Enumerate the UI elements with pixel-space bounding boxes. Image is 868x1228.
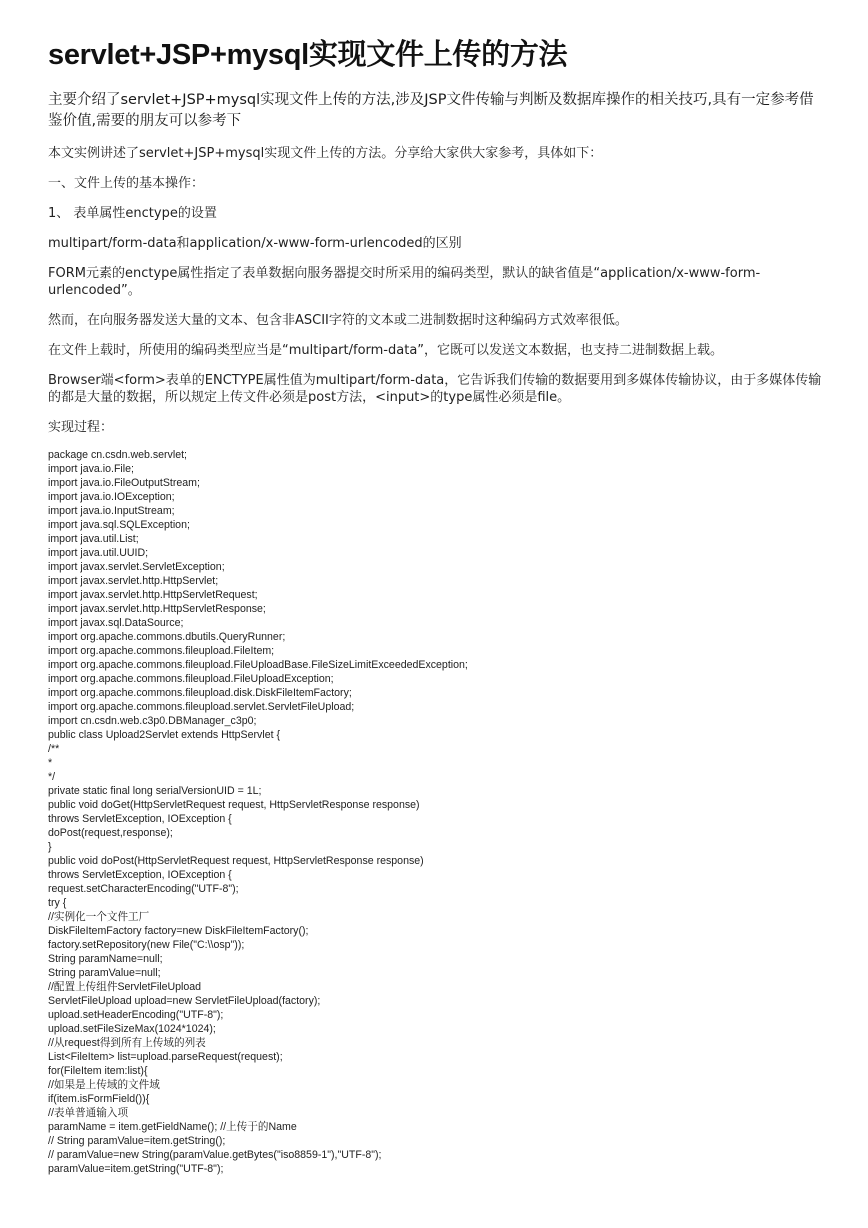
article-summary: 主要介绍了servlet+JSP+mysql实现文件上传的方法,涉及JSP文件传输与判断及数据库操作的相关技巧,具有一定参考借鉴价值,需要的朋友可以参考下 — [48, 92, 814, 129]
code-block — [48, 448, 824, 1176]
code-line: upload.setFileSizeMax(1024*1024); — [48, 1023, 216, 1035]
code-line: private static final long serialVersionUID = 1L; — [48, 785, 262, 797]
document-page — [48, 36, 824, 1176]
code-line: import org.apache.commons.fileupload.FileItem; — [48, 645, 275, 657]
paragraph: Browser端<form>表单的ENCTYPE属性值为multipart/form-data，它告诉我们传输的数据要用到多媒体传输协议，由于多媒体传输的都是大量的数据，所以规定上传文件必须是post方法，<input>的type属性必须是file。 — [48, 373, 822, 405]
code-line: try { — [48, 897, 67, 909]
code-line: import javax.sql.DataSource; — [48, 617, 184, 629]
code-line: public class Upload2Servlet extends HttpServlet { — [48, 729, 281, 741]
code-line: String paramName=null; — [48, 953, 163, 965]
code-line: import java.sql.SQLException; — [48, 519, 190, 531]
subsection-heading: 1、 表单属性enctype的设置 — [48, 206, 217, 221]
code-line: import org.apache.commons.fileupload.FileUploadBase.FileSizeLimitExceededException; — [48, 659, 468, 671]
code-line: public void doPost(HttpServletRequest request, HttpServletResponse response) — [48, 855, 424, 867]
code-line: //配置上传组件ServletFileUpload — [48, 981, 202, 993]
code-line: import java.io.InputStream; — [48, 505, 175, 517]
code-line: paramValue=item.getString("UTF-8"); — [48, 1163, 224, 1175]
code-line: DiskFileItemFactory factory=new DiskFileItemFactory(); — [48, 925, 309, 937]
paragraph: multipart/form-data和application/x-www-form-urlencoded的区别 — [48, 236, 462, 251]
code-line: import javax.servlet.http.HttpServlet; — [48, 575, 219, 587]
code-line: throws ServletException, IOException { — [48, 813, 232, 825]
code-line: import org.apache.commons.dbutils.QueryRunner; — [48, 631, 286, 643]
code-line: for(FileItem item:list){ — [48, 1065, 148, 1077]
code-line: request.setCharacterEncoding("UTF-8"); — [48, 883, 239, 895]
paragraph: 本文实例讲述了servlet+JSP+mysql实现文件上传的方法。分享给大家供大家参考，具体如下： — [48, 146, 603, 161]
paragraph: 在文件上载时，所使用的编码类型应当是“multipart/form-data”，它既可以发送文本数据，也支持二进制数据上载。 — [48, 343, 724, 358]
code-line: public void doGet(HttpServletRequest request, HttpServletResponse response) — [48, 799, 420, 811]
code-line: import javax.servlet.http.HttpServletRequest; — [48, 589, 258, 601]
code-line: import java.io.File; — [48, 463, 134, 475]
code-line: ServletFileUpload upload=new ServletFileUpload(factory); — [48, 995, 321, 1007]
paragraph: 然而，在向服务器发送大量的文本、包含非ASCII字符的文本或二进制数据时这种编码方式效率很低。 — [48, 313, 628, 328]
code-line: // String paramValue=item.getString(); — [48, 1135, 226, 1147]
code-line: //表单普通输入项 — [48, 1107, 129, 1119]
code-line: factory.setRepository(new File("C:\\osp")); — [48, 939, 245, 951]
code-line: upload.setHeaderEncoding("UTF-8"); — [48, 1009, 224, 1021]
section-heading: 一、文件上传的基本操作： — [48, 176, 205, 191]
code-line: * — [48, 757, 53, 769]
code-line: paramName = item.getFieldName(); //上传于的Name — [48, 1121, 297, 1133]
code-line: doPost(request,response); — [48, 827, 173, 839]
code-line: //实例化一个文件工厂 — [48, 911, 150, 923]
code-line: throws ServletException, IOException { — [48, 869, 232, 881]
code-line: import org.apache.commons.fileupload.servlet.ServletFileUpload; — [48, 701, 355, 713]
code-line: import java.io.IOException; — [48, 491, 175, 503]
code-line: /** — [48, 743, 60, 755]
code-line: import javax.servlet.ServletException; — [48, 561, 225, 573]
code-line: // paramValue=new String(paramValue.getBytes("iso8859-1"),"UTF-8"); — [48, 1149, 382, 1161]
paragraph: FORM元素的enctype属性指定了表单数据向服务器提交时所采用的编码类型，默认的缺省值是“application/x-www-form-urlencoded”。 — [48, 266, 761, 298]
code-line: */ — [48, 771, 56, 783]
code-line: } — [48, 841, 52, 853]
paragraph: 实现过程： — [48, 420, 114, 435]
code-line: import java.io.FileOutputStream; — [48, 477, 200, 489]
code-line: import cn.csdn.web.c3p0.DBManager_c3p0; — [48, 715, 257, 727]
code-line: //从request得到所有上传域的列表 — [48, 1037, 206, 1049]
code-line: import java.util.List; — [48, 533, 139, 545]
code-line: //如果是上传域的文件域 — [48, 1079, 160, 1091]
code-line: String paramValue=null; — [48, 967, 161, 979]
code-line: if(item.isFormField()){ — [48, 1093, 150, 1105]
code-line: import org.apache.commons.fileupload.disk.DiskFileItemFactory; — [48, 687, 352, 699]
code-line: import org.apache.commons.fileupload.FileUploadException; — [48, 673, 334, 685]
code-line: package cn.csdn.web.servlet; — [48, 449, 187, 461]
article-title: servlet+JSP+mysql实现文件上传的方法 — [48, 39, 568, 71]
code-line: List<FileItem> list=upload.parseRequest(request); — [48, 1051, 283, 1063]
code-line: import java.util.UUID; — [48, 547, 149, 559]
code-line: import javax.servlet.http.HttpServletResponse; — [48, 603, 266, 615]
